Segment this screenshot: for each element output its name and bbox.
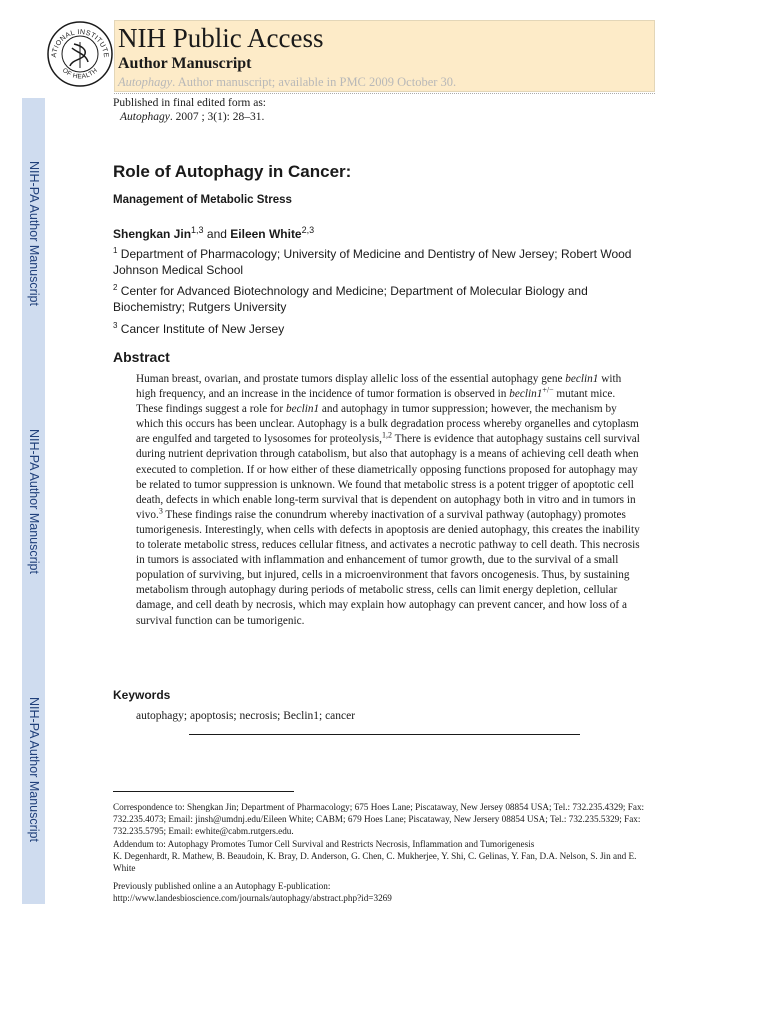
affiliation-number: 2: [113, 283, 118, 292]
abstract-heading: Abstract: [113, 349, 170, 365]
correspondence-note: Correspondence to: Shengkan Jin; Department of Pharmacology; 675 Hoes Lane; Piscataway, New Jersey 08854 USA; Tel.: 732.235.4329; Fax: 732.235.4073; Email: jinsh@umdnj.edu/Eileen White; CABM; 679 Hoes Lane; Piscataway, New Jersery 08854 USA; Tel.: 732.235.5329; Fax: 732.235.5795; Email: ewhite@cabm.rutgers.edu.: [113, 802, 645, 836]
addendum-authors: K. Degenhardt, R. Mathew, B. Beaudoin, K. Bray, D. Anderson, G. Chen, C. Mukherjee, Y. Shi, C. Gelinas, Y. Fan, D.A. Nelson, S. Jin and E. White: [113, 851, 637, 873]
article-title: Role of Autophagy in Cancer:: [113, 162, 352, 181]
side-label: NIH-PA Author Manuscript: [27, 160, 41, 306]
publication-url: http://www.landesbioscience.com/journals/autophagy/abstract.php?id=3269: [113, 893, 392, 903]
published-journal: Autophagy: [120, 111, 170, 123]
keywords-list: autophagy; apoptosis; necrosis; Beclin1; cancer: [136, 710, 356, 722]
abstract-text: Human breast, ovarian, and prostate tumors display allelic loss of the essential autophagy gene: [136, 373, 566, 385]
availability-journal: Autophagy: [118, 75, 173, 89]
seal-top-text: ATIONAL INSTITUTE: [50, 28, 110, 59]
genotype-superscript: +/−: [542, 385, 554, 395]
footnote-divider: [113, 791, 294, 792]
gene-name: beclin1: [509, 388, 543, 401]
gene-name: beclin1: [285, 403, 320, 416]
affiliation-number: 1: [113, 246, 118, 255]
affiliation-text: Center for Advanced Biotechnology and Medicine; Department of Molecular Biology and Biochemistry; Rutgers University: [113, 284, 588, 314]
affiliation-text: Department of Pharmacology; University of Medicine and Dentistry of New Jersey; Robert Wood Johnson Medical School: [113, 247, 632, 277]
author-name: Eileen White: [230, 227, 302, 241]
side-banner: [22, 98, 45, 904]
availability-line: [118, 75, 456, 90]
author-affiliation-mark: 2,3: [301, 225, 315, 235]
reference-superscript: 3: [158, 506, 163, 516]
author-conjunction: and: [206, 227, 227, 241]
side-label: NIH-PA Author Manuscript: [27, 696, 41, 842]
author-manuscript-label: Author Manuscript: [118, 55, 252, 72]
author-name: Shengkan Jin: [113, 227, 192, 241]
previous-publication-note: Previously published online a an Autophagy E-publication:: [113, 881, 331, 891]
published-info: [113, 96, 266, 124]
nih-seal-icon: [46, 20, 114, 88]
seal-bottom-text: OF HEALTH: [60, 66, 100, 81]
availability-text: . Author manuscript; available in PMC 2009 October 30.: [172, 75, 457, 89]
affiliation-number: 3: [113, 321, 118, 330]
abstract-text: These findings raise the conundrum whereby inactivation of a survival pathway (autophagy) promotes tumorigenesis. Interestingly, when cells with defects in apoptosis are denied autophagy, this creates the inability to tolerate metabolic stress, reduces cellular fitness, and activates a necrotic pathway to cell death. This necrosis in tumors is associated with inflammation and enhancement of tumor growth, due to the survival of a small population of surviving, but injured, cells in a microenvironment that favors oncogenesis. Thus, by sustaining metabolism through autophagy during periods of metabolic stress, cells can limit energy depletion, cellular damage, and cell death by necrosis, which may explain how autophagy can prevent cancer, and how loss of a survival function can be tumorigenic.: [136, 508, 640, 627]
affiliation: [113, 318, 658, 337]
gene-name: beclin1: [565, 373, 599, 385]
author-line: [113, 222, 314, 242]
abstract-text: with high frequency, and an increase in the incidence of tumor formation is observed in: [136, 373, 622, 401]
header-divider: [114, 93, 655, 94]
abstract-text: and autophagy in tumor suppression; however, the mechanism by which this occurs has been unclear. Autophagy is a bulk degradation process whereby organelles and cytoplasm are engulfed and targeted to lysosomes for proteolysis,: [136, 403, 639, 446]
abstract-text: mutant mice. These findings suggest a role for: [136, 388, 616, 416]
published-citation: [113, 110, 266, 124]
abstract-body: [136, 372, 641, 629]
author-affiliation-mark: 1,3: [191, 225, 204, 235]
addendum-title: Addendum to: Autophagy Promotes Tumor Cell Survival and Restricts Necrosis, Inflammation and Tumorigenesis: [113, 839, 535, 849]
affiliation-text: Cancer Institute of New Jersey: [120, 322, 285, 336]
article-subtitle: Management of Metabolic Stress: [113, 194, 292, 206]
nih-seal-logo: [46, 20, 114, 88]
abstract-text: There is evidence that autophagy sustains cell survival during nutrient deprivation through catabolism, but also that autophagy is a means of achieving cell death when executed to completion. If or how either of these diametrically opposing functions proposed for autophagy may be related to tumor suppression is unknown. We found that metabolic stress is a potent trigger of apoptotic cell death, defects in which enable long-term survival that is dependent on autophagy both in vitro and in tumors in vivo.: [136, 433, 640, 521]
reference-superscript: 1,2: [381, 430, 392, 440]
published-citation-text: . 2007 ; 3(1): 28–31.: [169, 111, 265, 123]
affiliation: [113, 243, 658, 278]
keywords-heading: Keywords: [113, 688, 171, 702]
nih-public-access-title: NIH Public Access: [118, 23, 324, 53]
keywords-divider: [189, 734, 580, 735]
published-label: Published in final edited form as:: [113, 97, 266, 109]
affiliation: [113, 280, 658, 315]
side-label: NIH-PA Author Manuscript: [27, 428, 41, 574]
